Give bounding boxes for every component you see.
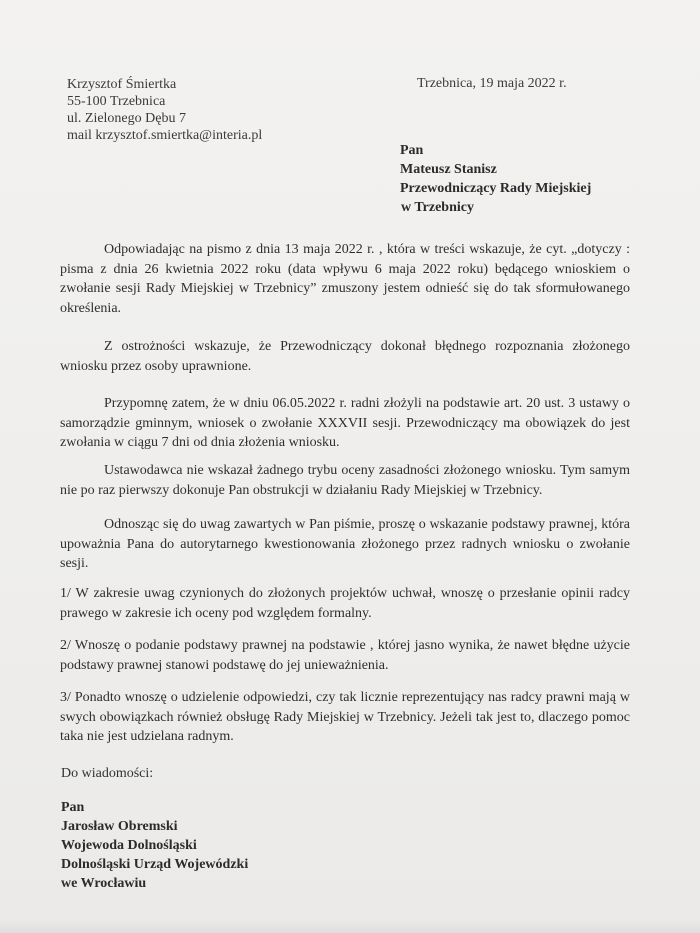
sender-name: Krzysztof Śmiertka xyxy=(67,77,177,92)
paragraph-5 xyxy=(60,515,630,574)
paragraph-1 xyxy=(60,240,630,318)
paragraph-4 xyxy=(60,461,630,500)
sender-street: ul. Zielonego Dębu 7 xyxy=(67,111,186,126)
request-item-2-text: 2/ Wnoszę o podanie podstawy prawnej na podstawie , której jasno wynika, że nawet błędne użycie podstawy prawnej stanowi podstawę do jej unieważnienia. xyxy=(60,638,630,673)
recipient-name: Mateusz Stanisz xyxy=(400,162,497,177)
cc-salutation: Pan xyxy=(61,800,85,815)
recipient-role: Przewodniczący Rady Miejskiej xyxy=(400,181,592,196)
request-item-2 xyxy=(60,636,630,675)
request-item-1-text: 1/ W zakresie uwag czynionych do złożonych projektów uchwał, wnoszę o przesłanie opinii radcy prawego w zakresie ich oceny pod względem formalny. xyxy=(60,586,630,621)
cc-label: Do wiadomości: xyxy=(61,766,154,781)
cc-role: Wojewoda Dolnośląski xyxy=(61,838,197,853)
request-item-3-text: 3/ Ponadto wnoszę o udzielenie odpowiedzi, czy tak licznie reprezentujący nas radcy prawni mają w swych obowiązkach również obsługę Rady Miejskiej w Trzebnicy. Jeżeli tak jest to, dlaczego pomoc taka nie jest udzielana radnym. xyxy=(60,690,630,744)
recipient-place: w Trzebnicy xyxy=(401,200,474,215)
cc-recipient-block xyxy=(61,798,248,893)
cc-office: Dolnośląski Urząd Wojewódzki xyxy=(61,857,249,872)
cc-name: Jarosław Obremski xyxy=(61,819,178,834)
page-edge-shadow xyxy=(0,919,700,933)
paragraph-2 xyxy=(60,337,630,376)
sender-postal: 55-100 Trzebnica xyxy=(67,94,166,109)
recipient-block xyxy=(400,141,591,217)
sender-block xyxy=(67,76,262,144)
paragraph-1-text: Odpowiadając na pismo z dnia 13 maja 2022 r. , która w treści wskazuje, że cyt. „dotyczy : pisma z dnia 26 kwietnia 2022 roku (data wpływu 6 maja 2022 roku) będącego wnioskiem o zwołanie sesji Rady Miejskiej w Trzebnicy” zmuszony jestem odnieść się do tak sformułowanego określenia. xyxy=(60,242,630,316)
request-item-3 xyxy=(60,688,630,747)
cc-place: we Wrocławiu xyxy=(61,876,147,891)
paragraph-3-text: Przypomnę zatem, że w dniu 06.05.2022 r. radni złożyli na podstawie art. 20 ust. 3 ustawy o samorządzie gminnym, wniosek o zwołanie XXXVII sesji. Przewodniczący ma obowiązek do jest zwołania w ciągu 7 dni od dnia złożenia wniosku. xyxy=(60,396,630,450)
paragraph-4-text: Ustawodawca nie wskazał żadnego trybu oceny zasadności złożonego wniosku. Tym samym nie po raz pierwszy dokonuje Pan obstrukcji w działaniu Rady Miejskiej w Trzebnicy. xyxy=(60,463,630,498)
paragraph-2-text: Z ostrożności wskazuje, że Przewodniczący dokonał błędnego rozpoznania złożonego wniosku przez osoby uprawnione. xyxy=(60,339,630,374)
paragraph-3 xyxy=(60,394,630,453)
letter-date: Trzebnica, 19 maja 2022 r. xyxy=(417,76,567,91)
request-item-1 xyxy=(60,584,630,623)
recipient-salutation: Pan xyxy=(400,143,424,158)
sender-mail: mail krzysztof.smiertka@interia.pl xyxy=(67,128,263,143)
paragraph-5-text: Odnosząc się do uwag zawartych w Pan piśmie, proszę o wskazanie podstawy prawnej, która upoważnia Pana do autorytarnego kwestionowania złożonego przez radnych wniosku o zwołanie sesji. xyxy=(60,517,630,571)
